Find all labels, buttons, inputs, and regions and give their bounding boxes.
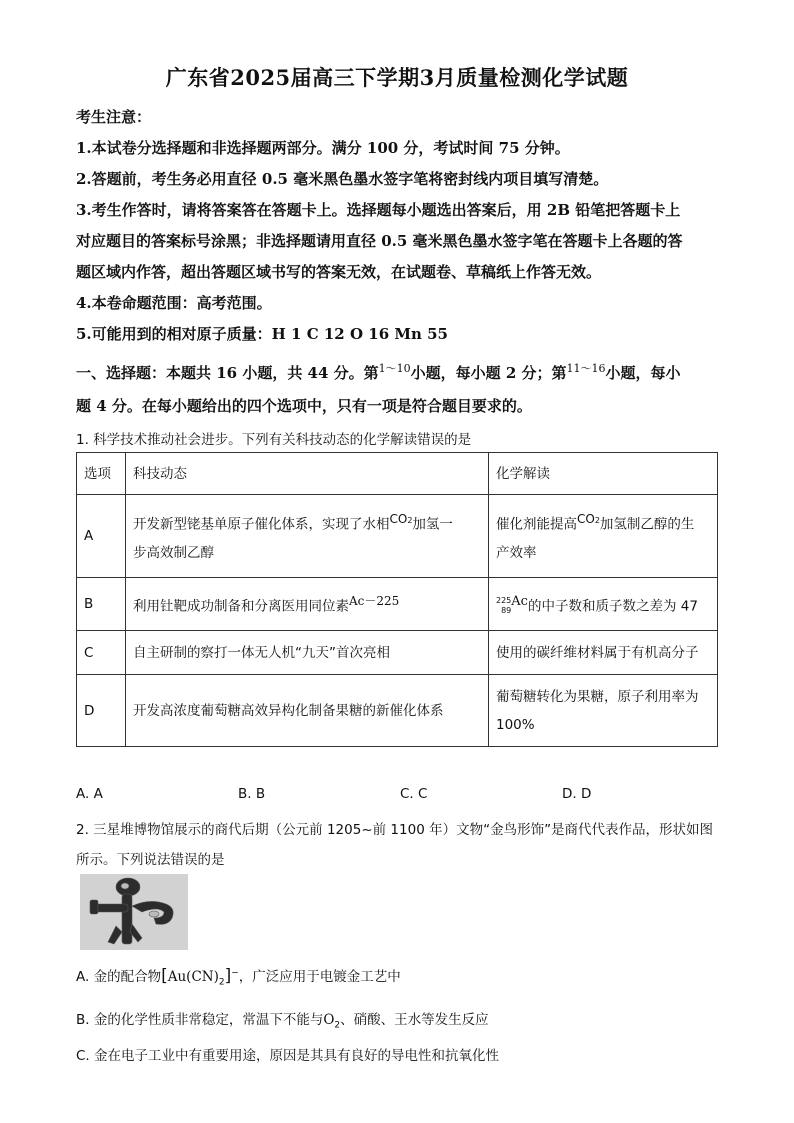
table-header-row: [77, 453, 718, 495]
row-chem: [489, 495, 718, 578]
table-row: [77, 675, 718, 747]
notice-item-1: 1.本试卷分选择题和非选择题两部分。满分 100 分，考试时间 75 分钟。: [76, 139, 570, 157]
isotope-label: Ac－225: [349, 594, 400, 609]
oxygen-subscript: 2: [334, 1020, 341, 1031]
row-chem: [489, 675, 718, 747]
formula: CO: [389, 512, 408, 527]
oxygen-formula: O: [323, 1012, 335, 1028]
nuclide-symbol: Ac: [511, 593, 528, 609]
notice-item-4: 4.本卷命题范围：高考范围。: [76, 294, 272, 312]
chem-text: 葡萄糖转化为果糖，原子利用率为: [496, 688, 699, 705]
chem-text: 加氢制乙醇的生: [599, 516, 695, 533]
mass-number: 225: [496, 596, 512, 606]
tech-text: 利用钍靶成功制备和分离医用同位素: [133, 598, 349, 615]
option-b-text-cont: 、硝酸、王水等发生反应: [340, 1012, 489, 1028]
chem-text: 产效率: [496, 544, 537, 561]
complex-formula: Au(CN): [167, 969, 219, 985]
question-range-2: 11～16: [566, 362, 606, 375]
section-text-a: 一、选择题：本题共 16 小题，共 44 分。第: [76, 364, 379, 382]
table-row: [77, 578, 718, 631]
row-option: C: [77, 631, 126, 675]
formula: CO: [577, 512, 595, 527]
question-2-option-a[interactable]: [76, 965, 401, 988]
golden-bird-artifact-photo: [80, 874, 188, 950]
question-1-options: [76, 786, 726, 806]
right-bracket: ]: [224, 966, 232, 986]
tech-text: 加氢一: [412, 516, 453, 533]
question-2-stem: 2. 三星堆博物馆展示的商代后期（公元前 1205~前 1100 年）文物“金鸟形饰”是商代代表作品，形状如图: [76, 822, 714, 838]
row-tech: 自主研制的察打一体无人机“九天”首次亮相: [126, 631, 489, 675]
atomic-number: 89: [501, 606, 512, 616]
header-option: 选项: [77, 453, 126, 495]
notice-heading: 考生注意：: [76, 108, 152, 126]
row-tech: 开发高浓度葡萄糖高效异构化制备果糖的新催化体系: [126, 675, 489, 747]
tech-text: 开发新型铑基单原子催化体系，实现了水相: [133, 516, 390, 533]
row-tech: [126, 578, 489, 631]
header-chem: 化学解读: [489, 453, 718, 495]
row-option: D: [77, 675, 126, 747]
header-tech: 科技动态: [126, 453, 489, 495]
option-a[interactable]: A. A: [76, 786, 103, 802]
chem-text: 的中子数和质子数之差为 47: [527, 598, 698, 615]
section-text-b: 小题，每小题 2 分；第: [410, 364, 567, 382]
row-chem: 使用的碳纤维材料属于有机高分子: [489, 631, 718, 675]
section-text-c: 小题，每小: [605, 364, 681, 382]
formula-sub: 2: [594, 516, 600, 526]
notice-item-5: 5.可能用到的相对原子质量：H 1 C 12 O 16 Mn 55: [76, 325, 448, 343]
nuclide-numbers: [496, 596, 511, 616]
question-2-option-b[interactable]: [76, 1008, 489, 1031]
notice-item-3: 3.考生作答时，请将答案答在答题卡上。选择题每小题选出答案后，用 2B 铅笔把答题卡上: [76, 201, 681, 219]
notice-item-3-cont2: 题区域内作答，超出答题区域书写的答案无效，在试题卷、草稿纸上作答无效。: [76, 263, 602, 281]
option-d[interactable]: D. D: [562, 786, 592, 802]
question-1-table: [76, 452, 718, 747]
question-1-stem: 1. 科学技术推动社会进步。下列有关科技动态的化学解读错误的是: [76, 432, 472, 448]
complex-charge: −: [231, 968, 239, 979]
complex-subscript: 2: [218, 977, 225, 988]
question-range-1: 1～10: [378, 362, 411, 375]
question-2-option-c[interactable]: C. 金在电子工业中有重要用途，原因是其具有良好的导电性和抗氧化性: [76, 1048, 500, 1064]
section-instructions-cont: 题 4 分。在每小题给出的四个选项中，只有一项是符合题目要求的。: [76, 397, 532, 415]
notice-item-2: 2.答题前，考生务必用直径 0.5 毫米黑色墨水签字笔将密封线内项目填写清楚。: [76, 170, 609, 188]
chem-text: 催化剂能提高: [496, 516, 577, 533]
formula-sub: 2: [407, 516, 413, 526]
row-chem: [489, 578, 718, 631]
option-b-text: B. 金的化学性质非常稳定，常温下不能与: [76, 1012, 324, 1028]
left-bracket: [: [161, 966, 168, 986]
table-row: [77, 631, 718, 675]
option-c[interactable]: C. C: [400, 786, 428, 802]
option-a-text: ，广泛应用于电镀金工艺中: [238, 969, 401, 985]
question-2-stem-cont: 所示。下列说法错误的是: [76, 852, 225, 868]
tech-text: 步高效制乙醇: [133, 544, 214, 561]
artifact-image: [80, 874, 188, 950]
table-row: [77, 495, 718, 578]
option-a-label: A. 金的配合物: [76, 969, 162, 985]
row-option: B: [77, 578, 126, 631]
notice-item-3-cont: 对应题目的答案标号涂黑；非选择题请用直径 0.5 毫米黑色墨水签字笔在答题卡上各题的答: [76, 232, 683, 250]
section-instructions: [76, 360, 681, 383]
page-title: 广东省2025届高三下学期3月质量检测化学试题: [165, 65, 629, 90]
row-tech: [126, 495, 489, 578]
chem-text: 100%: [496, 716, 535, 733]
option-b[interactable]: B. B: [238, 786, 266, 802]
row-option: A: [77, 495, 126, 578]
